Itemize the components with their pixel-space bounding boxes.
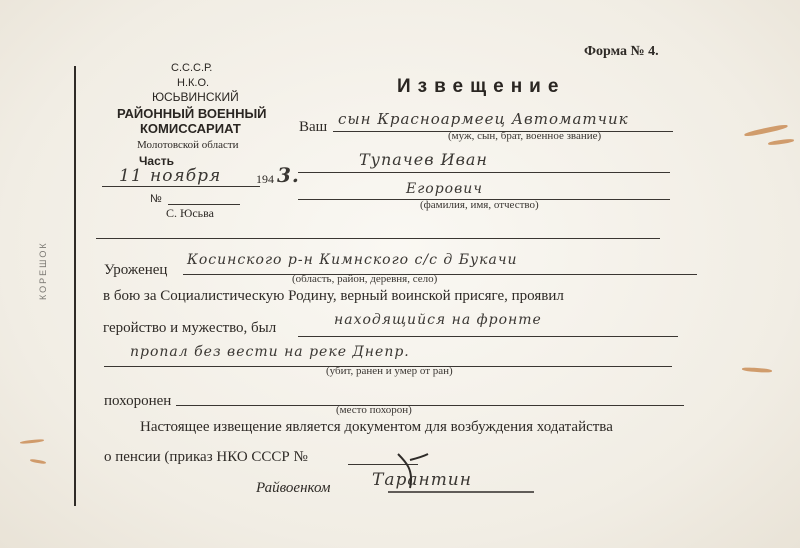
- body-underline-2: [298, 336, 678, 337]
- date-year-prefix: 194: [256, 172, 274, 186]
- date-day: 11: [119, 166, 143, 186]
- origin-caption: (область, район, деревня, село): [292, 273, 438, 285]
- addressee-label: Ваш: [299, 119, 328, 135]
- issuer-country: С.С.С.Р.: [171, 62, 213, 74]
- body-line-3-value: пропал без вести на реке Днепр.: [130, 344, 410, 360]
- section-separator: [96, 238, 660, 239]
- stain-mark: [744, 123, 788, 137]
- name-underline-1: [298, 172, 670, 173]
- stain-mark: [20, 439, 44, 444]
- signature-flourish-icon: [384, 448, 544, 498]
- name-caption: (фамилия, имя, отчество): [420, 199, 539, 211]
- stain-mark: [742, 367, 772, 373]
- signer-label: Райвоенком: [256, 480, 331, 496]
- body-line-1: в бою за Социалистическую Родину, верный воинской присяге, проявил: [103, 288, 564, 304]
- relation-caption: (муж, сын, брат, военное звание): [448, 130, 602, 142]
- date-month: ноября: [150, 166, 222, 186]
- body-line-2-value: находящийся на фронте: [334, 312, 542, 328]
- stain-mark: [30, 459, 46, 465]
- origin-underline: [183, 274, 697, 275]
- addressee-name-line2: Егорович: [406, 181, 483, 197]
- burial-caption: (место похорон): [336, 404, 412, 416]
- part-label: Часть: [139, 154, 175, 168]
- addressee-name-line1: Тупачев Иван: [359, 150, 488, 169]
- date-year-digit: 3.: [277, 163, 300, 187]
- issuer-office-line2: КОМИССАРИАТ: [140, 121, 241, 136]
- issuer-agency: Н.К.О.: [177, 77, 210, 89]
- page-title: Извещение: [397, 76, 566, 97]
- margin-stamp: КОРЕШОК: [38, 241, 48, 300]
- burial-underline: [176, 405, 684, 406]
- origin-value: Косинского р-н Кимнского с/с д Букачи: [187, 252, 518, 268]
- number-label: №: [150, 193, 162, 205]
- issuer-place: С. Юсьва: [166, 206, 214, 220]
- body-line-2-prefix: геройство и мужество, был: [103, 320, 277, 336]
- issuer-region: Молотовской области: [137, 139, 239, 151]
- signature: Тарантин: [372, 470, 472, 490]
- issuer-office-line1: РАЙОННЫЙ ВОЕННЫЙ: [117, 106, 267, 121]
- number-underline: [168, 204, 240, 205]
- notice-line-1: Настоящее извещение является документом для возбуждения ходатайства: [140, 419, 613, 435]
- stain-mark: [768, 138, 794, 146]
- origin-label: Уроженец: [104, 262, 168, 278]
- form-number: Форма № 4.: [584, 44, 659, 59]
- date-underline: [102, 186, 260, 187]
- body-line-3-caption: (убит, ранен и умер от ран): [326, 365, 453, 377]
- issuer-district: ЮСЬВИНСКИЙ: [152, 90, 239, 104]
- burial-label: похоронен: [104, 393, 172, 409]
- addressee-relation: сын Красноармеец Автоматчик: [338, 110, 629, 128]
- margin-rule: [74, 66, 76, 506]
- notice-line-2: о пенсии (приказ НКО СССР №: [104, 449, 308, 465]
